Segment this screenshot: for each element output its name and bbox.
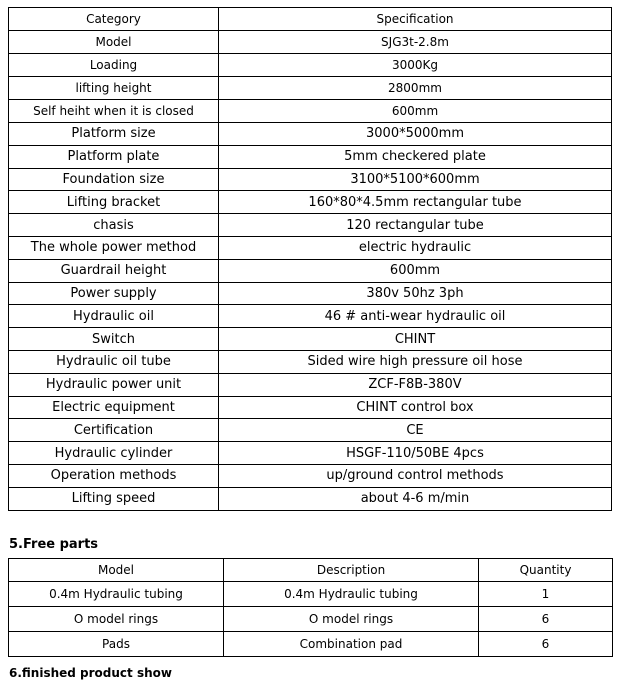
spec-row xyxy=(9,123,612,146)
spec-row xyxy=(9,31,612,54)
spec-value-cell: HSGF-110/50BE 4pcs xyxy=(219,442,612,465)
spec-category-cell: Loading xyxy=(9,54,219,77)
parts-model-cell: O model rings xyxy=(9,607,224,632)
parts-description-cell: Combination pad xyxy=(224,632,479,657)
spec-category-cell: Platform plate xyxy=(9,145,219,168)
spec-value-cell: 5mm checkered plate xyxy=(219,145,612,168)
spec-category-cell: Power supply xyxy=(9,282,219,305)
spec-value-cell: SJG3t-2.8m xyxy=(219,31,612,54)
parts-quantity-cell: 6 xyxy=(479,607,613,632)
spec-value-cell: CE xyxy=(219,419,612,442)
spec-row xyxy=(9,396,612,419)
spec-category-cell: Hydraulic oil tube xyxy=(9,350,219,373)
spec-category-cell: Lifting bracket xyxy=(9,191,219,214)
finished-product-title: 6.finished product show xyxy=(9,666,172,680)
spec-row xyxy=(9,373,612,396)
spec-category-cell: Self heiht when it is closed xyxy=(9,100,219,123)
spec-row xyxy=(9,214,612,237)
spec-row xyxy=(9,464,612,487)
spec-value-cell: ZCF-F8B-380V xyxy=(219,373,612,396)
spec-value-cell: Sided wire high pressure oil hose xyxy=(219,350,612,373)
parts-model-cell: 0.4m Hydraulic tubing xyxy=(9,582,224,607)
spec-category-cell: Platform size xyxy=(9,123,219,146)
spec-category-cell: Electric equipment xyxy=(9,396,219,419)
spec-value-cell: about 4-6 m/min xyxy=(219,487,612,510)
spec-row xyxy=(9,100,612,123)
spec-category-cell: Hydraulic power unit xyxy=(9,373,219,396)
spec-value-cell: 600mm xyxy=(219,259,612,282)
spec-value-cell: 3100*5100*600mm xyxy=(219,168,612,191)
spec-row xyxy=(9,282,612,305)
spec-row xyxy=(9,168,612,191)
parts-row xyxy=(9,582,613,607)
free-parts-table xyxy=(8,558,613,657)
parts-description-cell: O model rings xyxy=(224,607,479,632)
parts-row xyxy=(9,607,613,632)
spec-category-cell: chasis xyxy=(9,214,219,237)
free-parts-title: 5.Free parts xyxy=(9,537,99,552)
spec-header-category: Category xyxy=(9,8,219,31)
spec-value-cell: 120 rectangular tube xyxy=(219,214,612,237)
spec-value-cell: 46 # anti-wear hydraulic oil xyxy=(219,305,612,328)
spec-category-cell: Hydraulic oil xyxy=(9,305,219,328)
spec-row xyxy=(9,305,612,328)
spec-value-cell: up/ground control methods xyxy=(219,464,612,487)
parts-quantity-cell: 1 xyxy=(479,582,613,607)
spec-header-specification: Specification xyxy=(219,8,612,31)
spec-category-cell: Operation methods xyxy=(9,464,219,487)
spec-value-cell: 2800mm xyxy=(219,77,612,100)
parts-quantity-cell: 6 xyxy=(479,632,613,657)
spec-category-cell: Guardrail height xyxy=(9,259,219,282)
spec-value-cell: 160*80*4.5mm rectangular tube xyxy=(219,191,612,214)
parts-header-quantity: Quantity xyxy=(479,559,613,582)
spec-value-cell: 600mm xyxy=(219,100,612,123)
spec-value-cell: CHINT control box xyxy=(219,396,612,419)
spec-category-cell: The whole power method xyxy=(9,236,219,259)
spec-row xyxy=(9,442,612,465)
spec-row xyxy=(9,259,612,282)
parts-row xyxy=(9,632,613,657)
spec-value-cell: 3000*5000mm xyxy=(219,123,612,146)
spec-row xyxy=(9,77,612,100)
spec-row xyxy=(9,191,612,214)
parts-header-model: Model xyxy=(9,559,224,582)
spec-value-cell: 3000Kg xyxy=(219,54,612,77)
spec-row xyxy=(9,328,612,351)
parts-model-cell: Pads xyxy=(9,632,224,657)
spec-category-cell: Switch xyxy=(9,328,219,351)
spec-value-cell: electric hydraulic xyxy=(219,236,612,259)
parts-description-cell: 0.4m Hydraulic tubing xyxy=(224,582,479,607)
spec-row xyxy=(9,54,612,77)
spec-value-cell: CHINT xyxy=(219,328,612,351)
spec-row xyxy=(9,236,612,259)
spec-row xyxy=(9,487,612,510)
parts-header-description: Description xyxy=(224,559,479,582)
specification-table xyxy=(8,7,612,511)
spec-row xyxy=(9,419,612,442)
spec-category-cell: Lifting speed xyxy=(9,487,219,510)
spec-category-cell: Model xyxy=(9,31,219,54)
spec-header-row xyxy=(9,8,612,31)
spec-row xyxy=(9,350,612,373)
spec-category-cell: Hydraulic cylinder xyxy=(9,442,219,465)
spec-category-cell: Certification xyxy=(9,419,219,442)
spec-category-cell: Foundation size xyxy=(9,168,219,191)
parts-header-row xyxy=(9,559,613,582)
spec-row xyxy=(9,145,612,168)
spec-category-cell: lifting height xyxy=(9,77,219,100)
spec-value-cell: 380v 50hz 3ph xyxy=(219,282,612,305)
